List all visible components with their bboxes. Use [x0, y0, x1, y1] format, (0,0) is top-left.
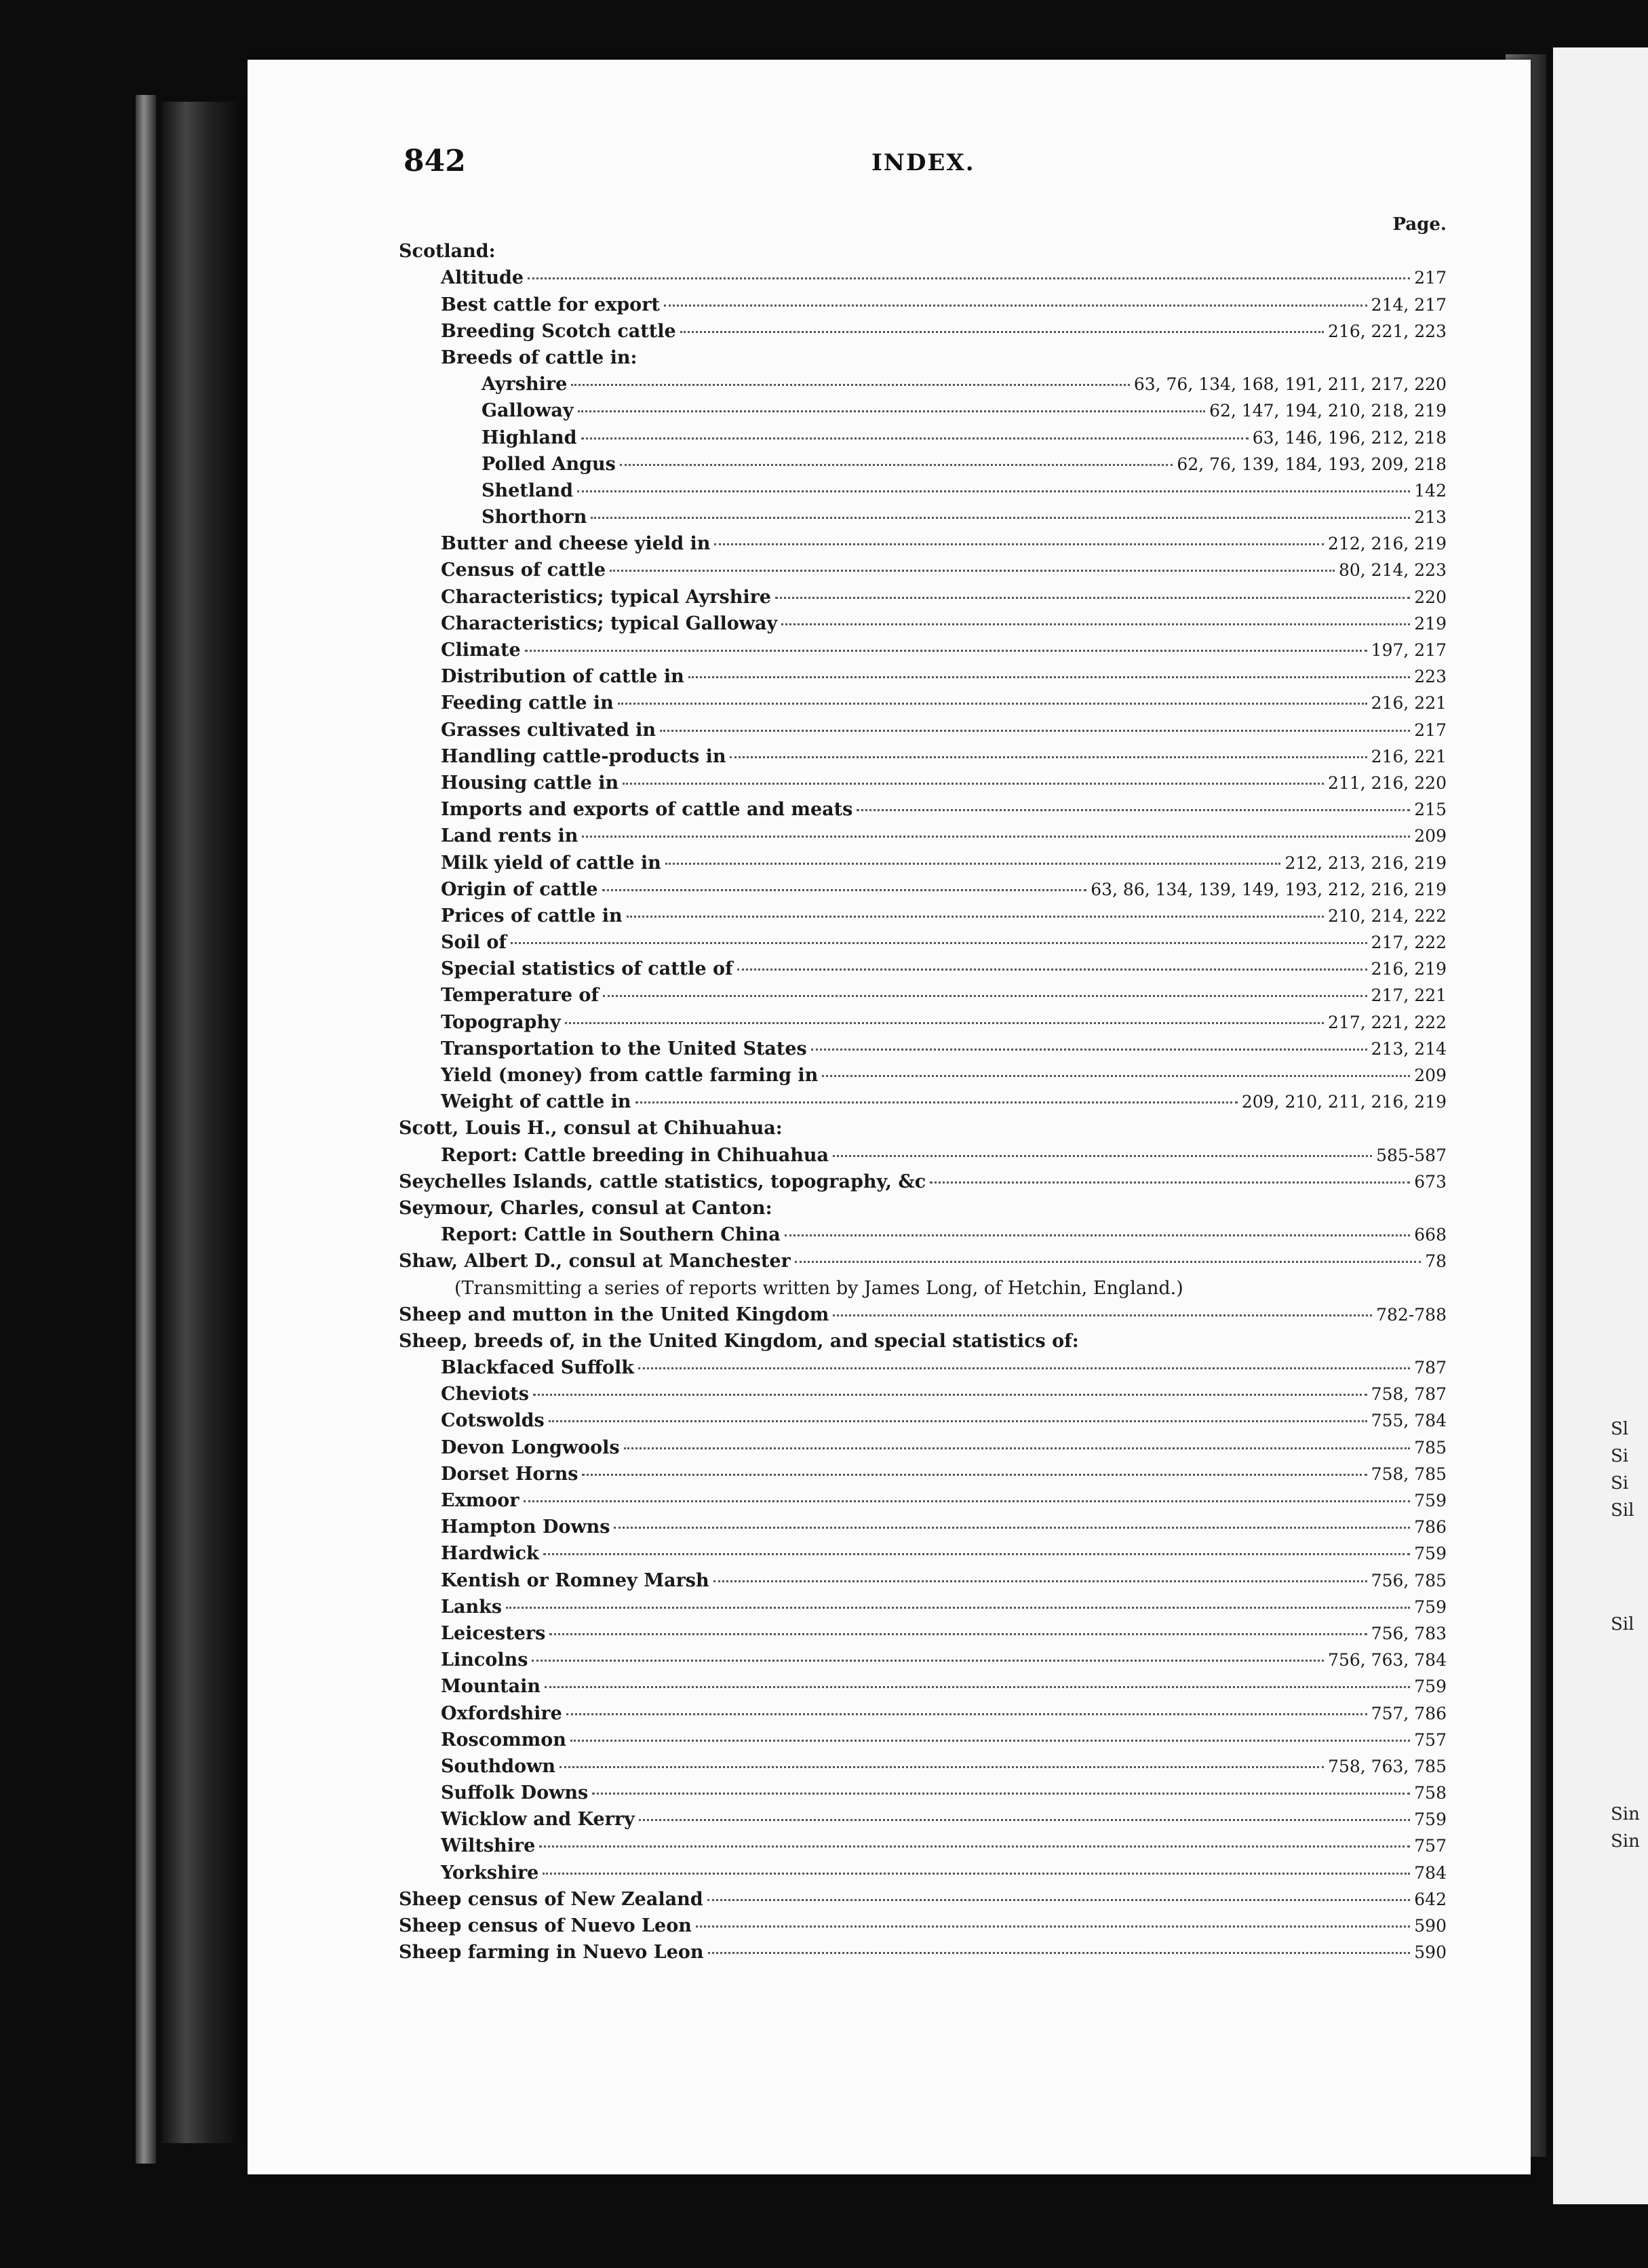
page-references: 216, 221 [1371, 693, 1447, 713]
index-entry [399, 397, 1447, 424]
dot-leader [713, 1580, 1367, 1582]
index-entry [399, 1567, 1447, 1594]
index-term: Mountain [441, 1676, 541, 1698]
index-term: Housing cattle in [441, 772, 619, 794]
index-term: Sheep and mutton in the United Kingdom [399, 1304, 829, 1325]
index-entry [399, 584, 1447, 610]
index-term: Wiltshire [441, 1835, 536, 1857]
index-entry [399, 1673, 1447, 1700]
index-entry [399, 1328, 1447, 1354]
page-references: 217 [1414, 720, 1447, 740]
facing-page-fragment: Sil [1611, 1614, 1634, 1635]
index-term: Shorthorn [482, 507, 587, 528]
page-references: 142 [1414, 480, 1447, 501]
dot-leader [624, 1447, 1411, 1449]
index-term: Climate [441, 640, 521, 661]
page-references: 216, 221 [1371, 746, 1447, 766]
index-entry [399, 690, 1447, 716]
index-entry [399, 1062, 1447, 1089]
dot-leader [620, 463, 1173, 466]
index-term: Distribution of cattle in [441, 666, 684, 688]
index-term: Special statistics of cattle of [441, 958, 733, 980]
index-term: Oxfordshire [441, 1702, 562, 1724]
page-references: 217, 221, 222 [1328, 1012, 1447, 1032]
index-term: Soil of [441, 932, 507, 954]
index-entry [399, 743, 1447, 770]
index-term: Yield (money) from cattle farming in [441, 1065, 819, 1086]
index-entry [399, 477, 1447, 504]
index-entry [399, 345, 1447, 371]
page-references: 209, 210, 211, 216, 219 [1241, 1092, 1447, 1112]
index-term: Altitude [441, 267, 524, 289]
index-entry [399, 1514, 1447, 1540]
dot-leader [524, 1500, 1411, 1502]
index-term: Yorkshire [441, 1862, 539, 1883]
page-references: 223 [1414, 667, 1447, 687]
index-entry [399, 1753, 1447, 1780]
dot-leader [571, 383, 1130, 386]
page-references: 585-587 [1376, 1145, 1447, 1165]
facing-page-fragment: Si [1611, 1446, 1629, 1466]
page-references: 757 [1414, 1836, 1447, 1856]
dot-leader [623, 782, 1324, 785]
index-entry [399, 850, 1447, 876]
page-references: 213 [1414, 507, 1447, 528]
page-references: 759 [1414, 1810, 1447, 1830]
dot-leader [577, 490, 1410, 492]
page-references: 216, 221, 223 [1328, 321, 1447, 341]
book-spine-shadow [161, 102, 243, 2143]
page-references: 63, 146, 196, 212, 218 [1252, 427, 1447, 448]
page-references: 215 [1414, 800, 1447, 820]
dot-leader [665, 862, 1281, 865]
index-term: Characteristics; typical Ayrshire [441, 586, 771, 608]
index-entry [399, 610, 1447, 637]
dot-leader [511, 941, 1367, 944]
index-entry [399, 1302, 1447, 1328]
dot-leader [566, 1713, 1367, 1715]
dot-leader [528, 277, 1410, 279]
page-references: 758 [1414, 1783, 1447, 1803]
page-references: 668 [1414, 1225, 1447, 1245]
dot-leader [707, 1898, 1411, 1901]
index-entry [399, 717, 1447, 743]
index-term: Feeding cattle in [441, 692, 614, 714]
dot-leader [539, 1845, 1410, 1847]
index-term: Sheep farming in Nuevo Leon [399, 1942, 704, 1963]
dot-leader [525, 649, 1367, 652]
index-entry [399, 1275, 1447, 1302]
dot-leader [639, 1818, 1411, 1821]
index-entry [399, 637, 1447, 663]
page-references: 62, 76, 139, 184, 193, 209, 218 [1177, 454, 1447, 474]
index-term: Cotswolds [441, 1410, 545, 1432]
dot-leader [660, 729, 1410, 732]
index-term: Breeds of cattle in: [441, 347, 637, 368]
index-term: Dorset Horns [441, 1463, 578, 1485]
page-references: 590 [1414, 1916, 1447, 1936]
index-term: Shaw, Albert D., consul at Manchester [399, 1251, 791, 1272]
page-references: 217, 222 [1371, 933, 1447, 953]
page-references: 212, 216, 219 [1328, 534, 1447, 554]
page-references: 590 [1414, 1942, 1447, 1963]
dot-leader [618, 702, 1367, 705]
index-term: Highland [482, 427, 577, 448]
index-entry [399, 1913, 1447, 1939]
dot-leader [603, 994, 1367, 997]
page-references: 756, 785 [1371, 1570, 1447, 1590]
page-references: 787 [1414, 1358, 1447, 1378]
index-term: Scott, Louis H., consul at Chihuahua: [399, 1118, 783, 1139]
index-term: Galloway [482, 400, 574, 422]
index-entry [399, 1461, 1447, 1487]
index-term: Leicesters [441, 1622, 546, 1644]
dot-leader [543, 1872, 1410, 1875]
page-references: 62, 147, 194, 210, 218, 219 [1209, 401, 1447, 421]
index-entry [399, 929, 1447, 956]
facing-page-fragment: Sin [1611, 1804, 1640, 1824]
index-term: Southdown [441, 1755, 556, 1777]
dot-leader [680, 330, 1324, 333]
page-references: 213, 214 [1371, 1038, 1447, 1059]
dot-leader [822, 1074, 1410, 1077]
dot-leader [708, 1951, 1411, 1954]
index-entry [399, 1142, 1447, 1169]
dot-leader [614, 1526, 1410, 1529]
index-term: Best cattle for export [441, 294, 660, 315]
page-references: 80, 214, 223 [1338, 560, 1447, 581]
dot-leader [582, 835, 1410, 838]
index-entry [399, 663, 1447, 690]
index-term: Hampton Downs [441, 1517, 610, 1538]
dot-leader [635, 1101, 1238, 1103]
dot-leader [610, 569, 1335, 572]
page-references: 217 [1414, 268, 1447, 288]
page-references: 216, 219 [1371, 959, 1447, 979]
index-entry [399, 1939, 1447, 1966]
index-entry [399, 1806, 1447, 1833]
index-term: Kentish or Romney Marsh [441, 1569, 709, 1591]
dot-leader [549, 1420, 1367, 1422]
index-entry [399, 1886, 1447, 1913]
dot-leader [532, 1659, 1324, 1662]
index-term: Butter and cheese yield in [441, 533, 711, 555]
page-references: 211, 216, 220 [1328, 773, 1447, 793]
dot-leader [627, 915, 1324, 918]
index-entry [399, 1700, 1447, 1727]
index-entry [399, 1169, 1447, 1195]
index-term: Devon Longwools [441, 1436, 620, 1458]
dot-leader [565, 1021, 1324, 1024]
page-references: 78 [1425, 1251, 1447, 1272]
dot-leader [570, 1739, 1410, 1742]
page-references: 784 [1414, 1862, 1447, 1883]
dot-leader [795, 1260, 1421, 1263]
dot-leader [785, 1234, 1410, 1236]
index-entry [399, 371, 1447, 397]
page-references: 210, 214, 222 [1328, 905, 1447, 926]
page-header [404, 144, 1448, 184]
page-references: 759 [1414, 1544, 1447, 1564]
dot-leader [582, 1473, 1367, 1476]
index-entry [399, 1833, 1447, 1859]
index-entry [399, 1036, 1447, 1062]
page-references: 209 [1414, 826, 1447, 846]
index-entry [399, 318, 1447, 345]
page-column-label: Page. [1392, 214, 1447, 235]
dot-leader [664, 304, 1367, 307]
index-entry [399, 1089, 1447, 1115]
index-entry [399, 876, 1447, 903]
index-term: Exmoor [441, 1490, 519, 1511]
index-term: (Transmitting a series of reports written by James Long, of Hetchin, England.) [454, 1277, 1183, 1299]
index-term: Suffolk Downs [441, 1782, 589, 1804]
index-entry [399, 903, 1447, 929]
dot-leader [581, 437, 1249, 439]
index-entry [399, 1647, 1447, 1673]
page-references: 212, 213, 216, 219 [1284, 853, 1447, 873]
index-term: Seymour, Charles, consul at Canton: [399, 1197, 772, 1219]
index-entry [399, 451, 1447, 477]
dot-leader [833, 1154, 1372, 1157]
index-entry [399, 1381, 1447, 1407]
index-term: Sheep census of New Zealand [399, 1888, 703, 1910]
index-term: Census of cattle [441, 560, 606, 581]
dot-leader [578, 410, 1206, 412]
index-entry [399, 530, 1447, 557]
index-term: Lincolns [441, 1649, 528, 1671]
page-references: 786 [1414, 1517, 1447, 1538]
dot-leader [775, 596, 1410, 599]
index-entry [399, 1407, 1447, 1434]
page-references: 219 [1414, 613, 1447, 633]
page-references: 759 [1414, 1491, 1447, 1510]
index-entry [399, 265, 1447, 291]
page-references: 759 [1414, 1597, 1447, 1617]
dot-leader [506, 1606, 1410, 1609]
index-term: Ayrshire [482, 374, 568, 395]
index-term: Grasses cultivated in [441, 719, 656, 741]
dot-leader [714, 543, 1324, 545]
dot-leader [730, 756, 1367, 758]
index-entry [399, 796, 1447, 823]
index-term: Report: Cattle in Southern China [441, 1224, 781, 1246]
index-term: Sheep census of Nuevo Leon [399, 1915, 692, 1936]
dot-leader [688, 676, 1411, 678]
dot-leader [560, 1765, 1324, 1768]
page-references: 758, 785 [1371, 1464, 1447, 1484]
dot-leader [602, 888, 1087, 891]
index-entry [399, 1221, 1447, 1248]
page-references: 757 [1414, 1729, 1447, 1750]
index-term: Lanks [441, 1596, 503, 1618]
page-references: 220 [1414, 587, 1447, 607]
index-entry [399, 1195, 1447, 1221]
index-term: Hardwick [441, 1543, 539, 1565]
index-entry [399, 1540, 1447, 1567]
index-entry [399, 425, 1447, 451]
index-term: Shetland [482, 480, 574, 501]
index-term: Roscommon [441, 1729, 566, 1751]
page-references: 758, 763, 785 [1328, 1756, 1447, 1776]
index-entry [399, 1115, 1447, 1141]
index-term: Wicklow and Kerry [441, 1809, 635, 1831]
page-references: 673 [1414, 1171, 1447, 1192]
page-references: 642 [1414, 1889, 1447, 1909]
index-term: Transportation to the United States [441, 1038, 807, 1059]
facing-page-fragment: Si [1611, 1473, 1629, 1493]
dot-leader [857, 808, 1410, 811]
page-references: 197, 217 [1371, 640, 1447, 660]
index-term: Scotland: [399, 241, 496, 262]
page-references: 756, 763, 784 [1328, 1650, 1447, 1670]
index-entry [399, 1354, 1447, 1381]
dot-leader [549, 1632, 1367, 1635]
dot-leader [533, 1393, 1367, 1396]
index-term: Report: Cattle breeding in Chihuahua [441, 1144, 829, 1166]
facing-page [1553, 47, 1648, 2204]
index-entry [399, 504, 1447, 530]
index-entry [399, 1620, 1447, 1647]
facing-page-fragment: Sil [1611, 1500, 1634, 1521]
index-term: Polled Angus [482, 453, 616, 475]
page-references: 63, 76, 134, 168, 191, 211, 217, 220 [1133, 374, 1447, 395]
book-binding [136, 95, 156, 2164]
index-entry [399, 1860, 1447, 1886]
index-term: Seychelles Islands, cattle statistics, topography, &c [399, 1171, 926, 1192]
index-entry [399, 1594, 1447, 1620]
facing-page-fragment: Sl [1611, 1419, 1629, 1439]
index-term: Topography [441, 1011, 561, 1033]
dot-leader [696, 1925, 1410, 1928]
dot-leader [811, 1048, 1367, 1051]
index-entry [399, 823, 1447, 849]
index-term: Temperature of [441, 985, 600, 1006]
page-references: 759 [1414, 1677, 1447, 1697]
page-number: 842 [404, 144, 466, 178]
index-term: Blackfaced Suffolk [441, 1357, 634, 1379]
index-entry [399, 1487, 1447, 1514]
page-references: 782-788 [1376, 1304, 1447, 1325]
index-term: Prices of cattle in [441, 905, 623, 926]
index-entry [399, 956, 1447, 982]
index-term: Weight of cattle in [441, 1091, 631, 1113]
index-entry [399, 292, 1447, 318]
page-references: 209 [1414, 1065, 1447, 1085]
index-entry [399, 982, 1447, 1009]
index-term: Land rents in [441, 825, 578, 847]
page-references: 757, 786 [1371, 1703, 1447, 1723]
dot-leader [592, 1792, 1410, 1795]
index-entry [399, 1727, 1447, 1753]
dot-leader [737, 968, 1367, 971]
index-list [399, 212, 1447, 1966]
page-references: 214, 217 [1371, 294, 1447, 315]
dot-leader [591, 516, 1410, 519]
page-references: 756, 783 [1371, 1623, 1447, 1643]
index-term: Milk yield of cattle in [441, 852, 661, 874]
index-term: Sheep, breeds of, in the United Kingdom, and special statistics of: [399, 1330, 1079, 1352]
index-entry [399, 770, 1447, 796]
index-entry [399, 1780, 1447, 1806]
dot-leader [545, 1685, 1410, 1688]
page-references: 755, 784 [1371, 1411, 1447, 1431]
index-term: Imports and exports of cattle and meats [441, 799, 853, 821]
index-entry [399, 1009, 1447, 1036]
page-references: 63, 86, 134, 139, 149, 193, 212, 216, 219 [1091, 879, 1447, 899]
running-title: INDEX. [871, 149, 975, 176]
index-entry [399, 238, 1447, 265]
index-term: Handling cattle-products in [441, 745, 726, 767]
index-entry [399, 1248, 1447, 1274]
dot-leader [930, 1181, 1410, 1184]
dot-leader [833, 1314, 1372, 1316]
dot-leader [638, 1367, 1410, 1369]
dot-leader [781, 623, 1410, 625]
index-entry [399, 1434, 1447, 1461]
page-references: 785 [1414, 1437, 1447, 1458]
page-references: 758, 787 [1371, 1384, 1447, 1405]
facing-page-fragment: Sin [1611, 1831, 1640, 1852]
index-term: Characteristics; typical Galloway [441, 612, 778, 634]
index-term: Origin of cattle [441, 878, 598, 900]
dot-leader [543, 1552, 1411, 1555]
index-term: Cheviots [441, 1384, 529, 1405]
page-references: 217, 221 [1371, 985, 1447, 1006]
index-term: Breeding Scotch cattle [441, 320, 676, 342]
index-entry [399, 557, 1447, 583]
